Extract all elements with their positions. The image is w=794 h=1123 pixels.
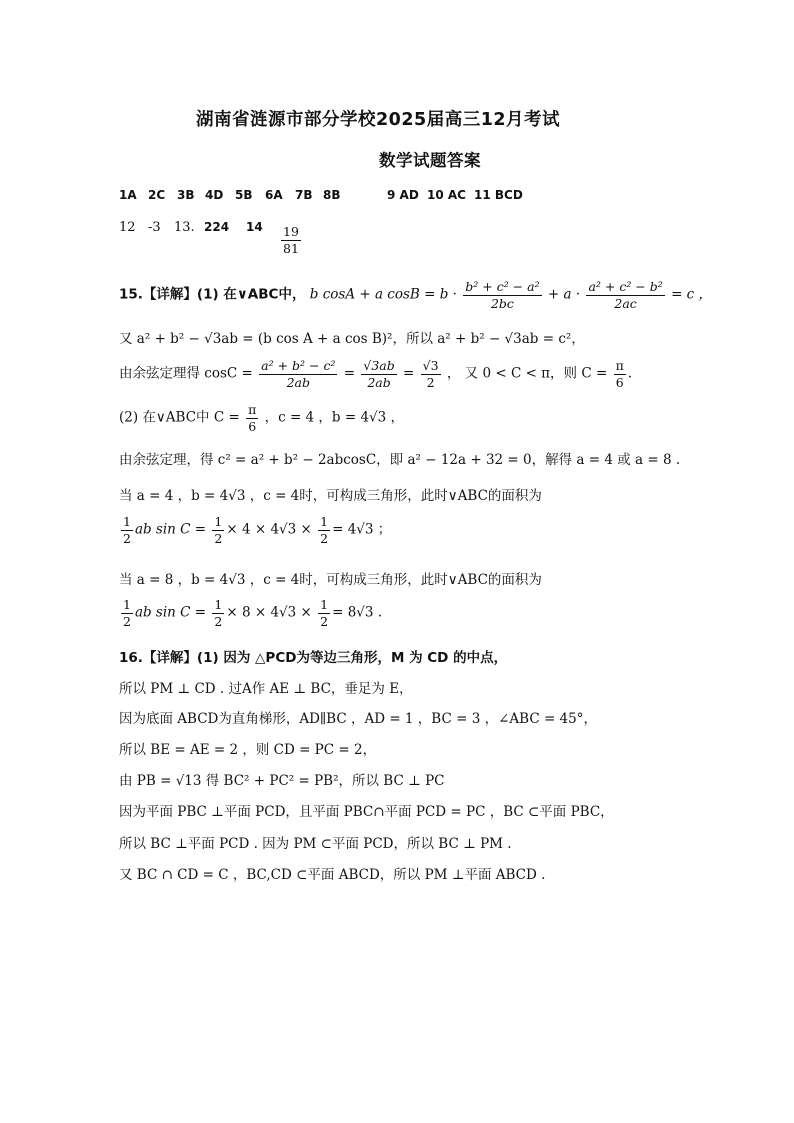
answer-14-numerator: 19 (283, 224, 299, 239)
answer-6: 6A (265, 188, 283, 202)
q15-line-6: 当 a = 4 ，b = 4√3 ，c = 4时，可构成三角形，此时∨ABC的面积为 (119, 488, 542, 504)
answer-13: 224 (204, 220, 230, 234)
q15-l7-half2-den: 2 (214, 530, 223, 546)
q15-l7-expr-b: × 4 × 4√3 × (226, 521, 312, 538)
q15-l1-expr-a: b cosA + a cosB = b · (309, 286, 457, 303)
q15-heading: 15.【详解】(1) 在∨ABC中， (119, 286, 306, 303)
answer-10: 10 AC (427, 188, 466, 202)
answer-11: 11 BCD (474, 188, 523, 202)
q15-l9-expr-b: × 8 × 4√3 × (226, 604, 312, 621)
q15-l3-frac1-num: a² + b² − c² (261, 358, 336, 373)
q15-l4-frac-den: 6 (248, 418, 257, 434)
q16-line-3: 因为底面 ABCD为直角梯形，AD∥BC ，AD = 1 ，BC = 3 ，∠ABC = 45°， (119, 711, 597, 727)
answer-14-denominator: 81 (283, 240, 299, 256)
q16-line-8: 又 BC ∩ CD = C ，BC,CD ⊂平面 ABCD，所以 PM ⊥平面 ABCD . (119, 867, 546, 883)
q15-l9-half-num: 1 (123, 597, 131, 612)
q15-l4-frac-num: π (248, 402, 257, 417)
q15-l3-frac2-num: √3ab (363, 358, 395, 373)
q15-l1-expr-c: = c ， (671, 286, 713, 303)
q15-line-7 (119, 514, 391, 546)
page-subtitle: 数学试题答案 (379, 151, 481, 170)
q16-line-1: 16.【详解】(1) 因为 △PCD为等边三角形，M 为 CD 的中点， (119, 650, 508, 666)
q15-l1-frac1-den: 2bc (490, 295, 514, 311)
q15-line-4 (119, 402, 404, 434)
q15-l3-frac4-num: π (615, 358, 624, 373)
q16-line-6: 因为平面 PBC ⊥平面 PCD，且平面 PBC∩平面 PCD = PC ，BC ⊂平面 PBC， (119, 804, 614, 820)
q16-line-5: 由 PB = √13 得 BC² + PC² = PB²，所以 BC ⊥ PC (119, 773, 445, 789)
page-title: 湖南省涟源市部分学校2025届高三12月考试 (196, 110, 561, 130)
answer-14-fraction (279, 224, 303, 256)
q15-l7-half3-num: 1 (320, 514, 329, 529)
q15-l1-frac2-den: 2ac (614, 295, 637, 311)
q15-l3-expr-a: 由余弦定理得 cosC = (119, 365, 253, 382)
q15-l3-frac3-den: 2 (426, 374, 435, 390)
q15-l4-expr-a: (2) 在∨ABC中 C = (119, 409, 240, 426)
q16-line-2: 所以 PM ⊥ CD . 过A作 AE ⊥ BC，垂足为 E， (119, 681, 413, 697)
q15-l7-half3-den: 2 (320, 530, 329, 546)
q15-l7-half-den: 2 (123, 530, 131, 546)
answer-12: -3 (148, 220, 161, 235)
q15-l9-half-den: 2 (123, 613, 131, 629)
answer-5: 5B (235, 188, 253, 202)
q15-l9-expr-c: = 8√3 . (332, 604, 383, 621)
q15-l3-expr-b: ， 又 0 < C < π，则 C = (446, 365, 608, 382)
question-12-label: 12 (119, 220, 136, 235)
q15-l9-half2-den: 2 (214, 613, 223, 629)
q15-l7-expr-c: = 4√3 ； (332, 521, 392, 538)
q15-line-9 (119, 597, 382, 629)
q15-l3-frac2-den: 2ab (367, 374, 391, 390)
answer-7: 7B (295, 188, 313, 202)
q15-line-1 (119, 279, 712, 311)
answer-4: 4D (205, 188, 224, 202)
q15-l9-expr-a: ab sin C = (134, 604, 207, 621)
answer-1: 1A (119, 188, 137, 202)
q15-line-3: 由余弦定理得 cosC = $\frac{\text{a² + b² − c²}}{2ab}$ = $\frac{√3ab}{2ab}$ = $\frac{√3}{2}$ ， 又 0 < C < π，则 C = $\frac{\pi}{6}$ . (119, 358, 633, 390)
answer-9: 9 AD (387, 188, 419, 202)
q16-line-7: 所以 BC ⊥平面 PCD . 因为 PM ⊂平面 PCD，所以 BC ⊥ PM . (119, 836, 512, 852)
q15-l3-frac3-num: √3 (422, 358, 439, 373)
q15-l4-expr-b: ，c = 4 ，b = 4√3 ， (264, 409, 405, 426)
answer-3: 3B (177, 188, 195, 202)
question-14-label: 14 (246, 220, 263, 234)
q15-line-8: 当 a = 8 ，b = 4√3 ，c = 4时，可构成三角形，此时∨ABC的面积为 (119, 572, 542, 588)
q15-l3-frac1-den: 2ab (286, 374, 311, 390)
q15-l1-expr-b: + a · (547, 286, 581, 303)
q15-l7-half-num: 1 (123, 514, 131, 529)
answer-8: 8B (323, 188, 341, 202)
question-13-label: 13. (174, 220, 195, 235)
q15-l3-frac4-den: 6 (615, 374, 624, 390)
q15-line-2: 又 a² + b² − √3ab = (b cos A + a cos B)²，所以 a² + b² − √3ab = c²， (119, 331, 585, 347)
q15-l7-half2-num: 1 (214, 514, 223, 529)
q15-l1-frac2-num: a² + c² − b² (588, 279, 663, 294)
q15-l7-expr-a: ab sin C = (134, 521, 207, 538)
q15-l1-frac1-num: b² + c² − a² (465, 279, 540, 294)
answer-2: 2C (148, 188, 166, 202)
q16-line-4: 所以 BE = AE = 2 ，则 CD = PC = 2， (119, 742, 377, 758)
q15-l9-half3-den: 2 (320, 613, 329, 629)
q15-l9-half3-num: 1 (320, 597, 329, 612)
q15-line-5: 由余弦定理，得 c² = a² + b² − 2abcosC，即 a² − 12a + 32 = 0，解得 a = 4 或 a = 8 . (119, 452, 681, 468)
q15-l9-half2-num: 1 (214, 597, 223, 612)
